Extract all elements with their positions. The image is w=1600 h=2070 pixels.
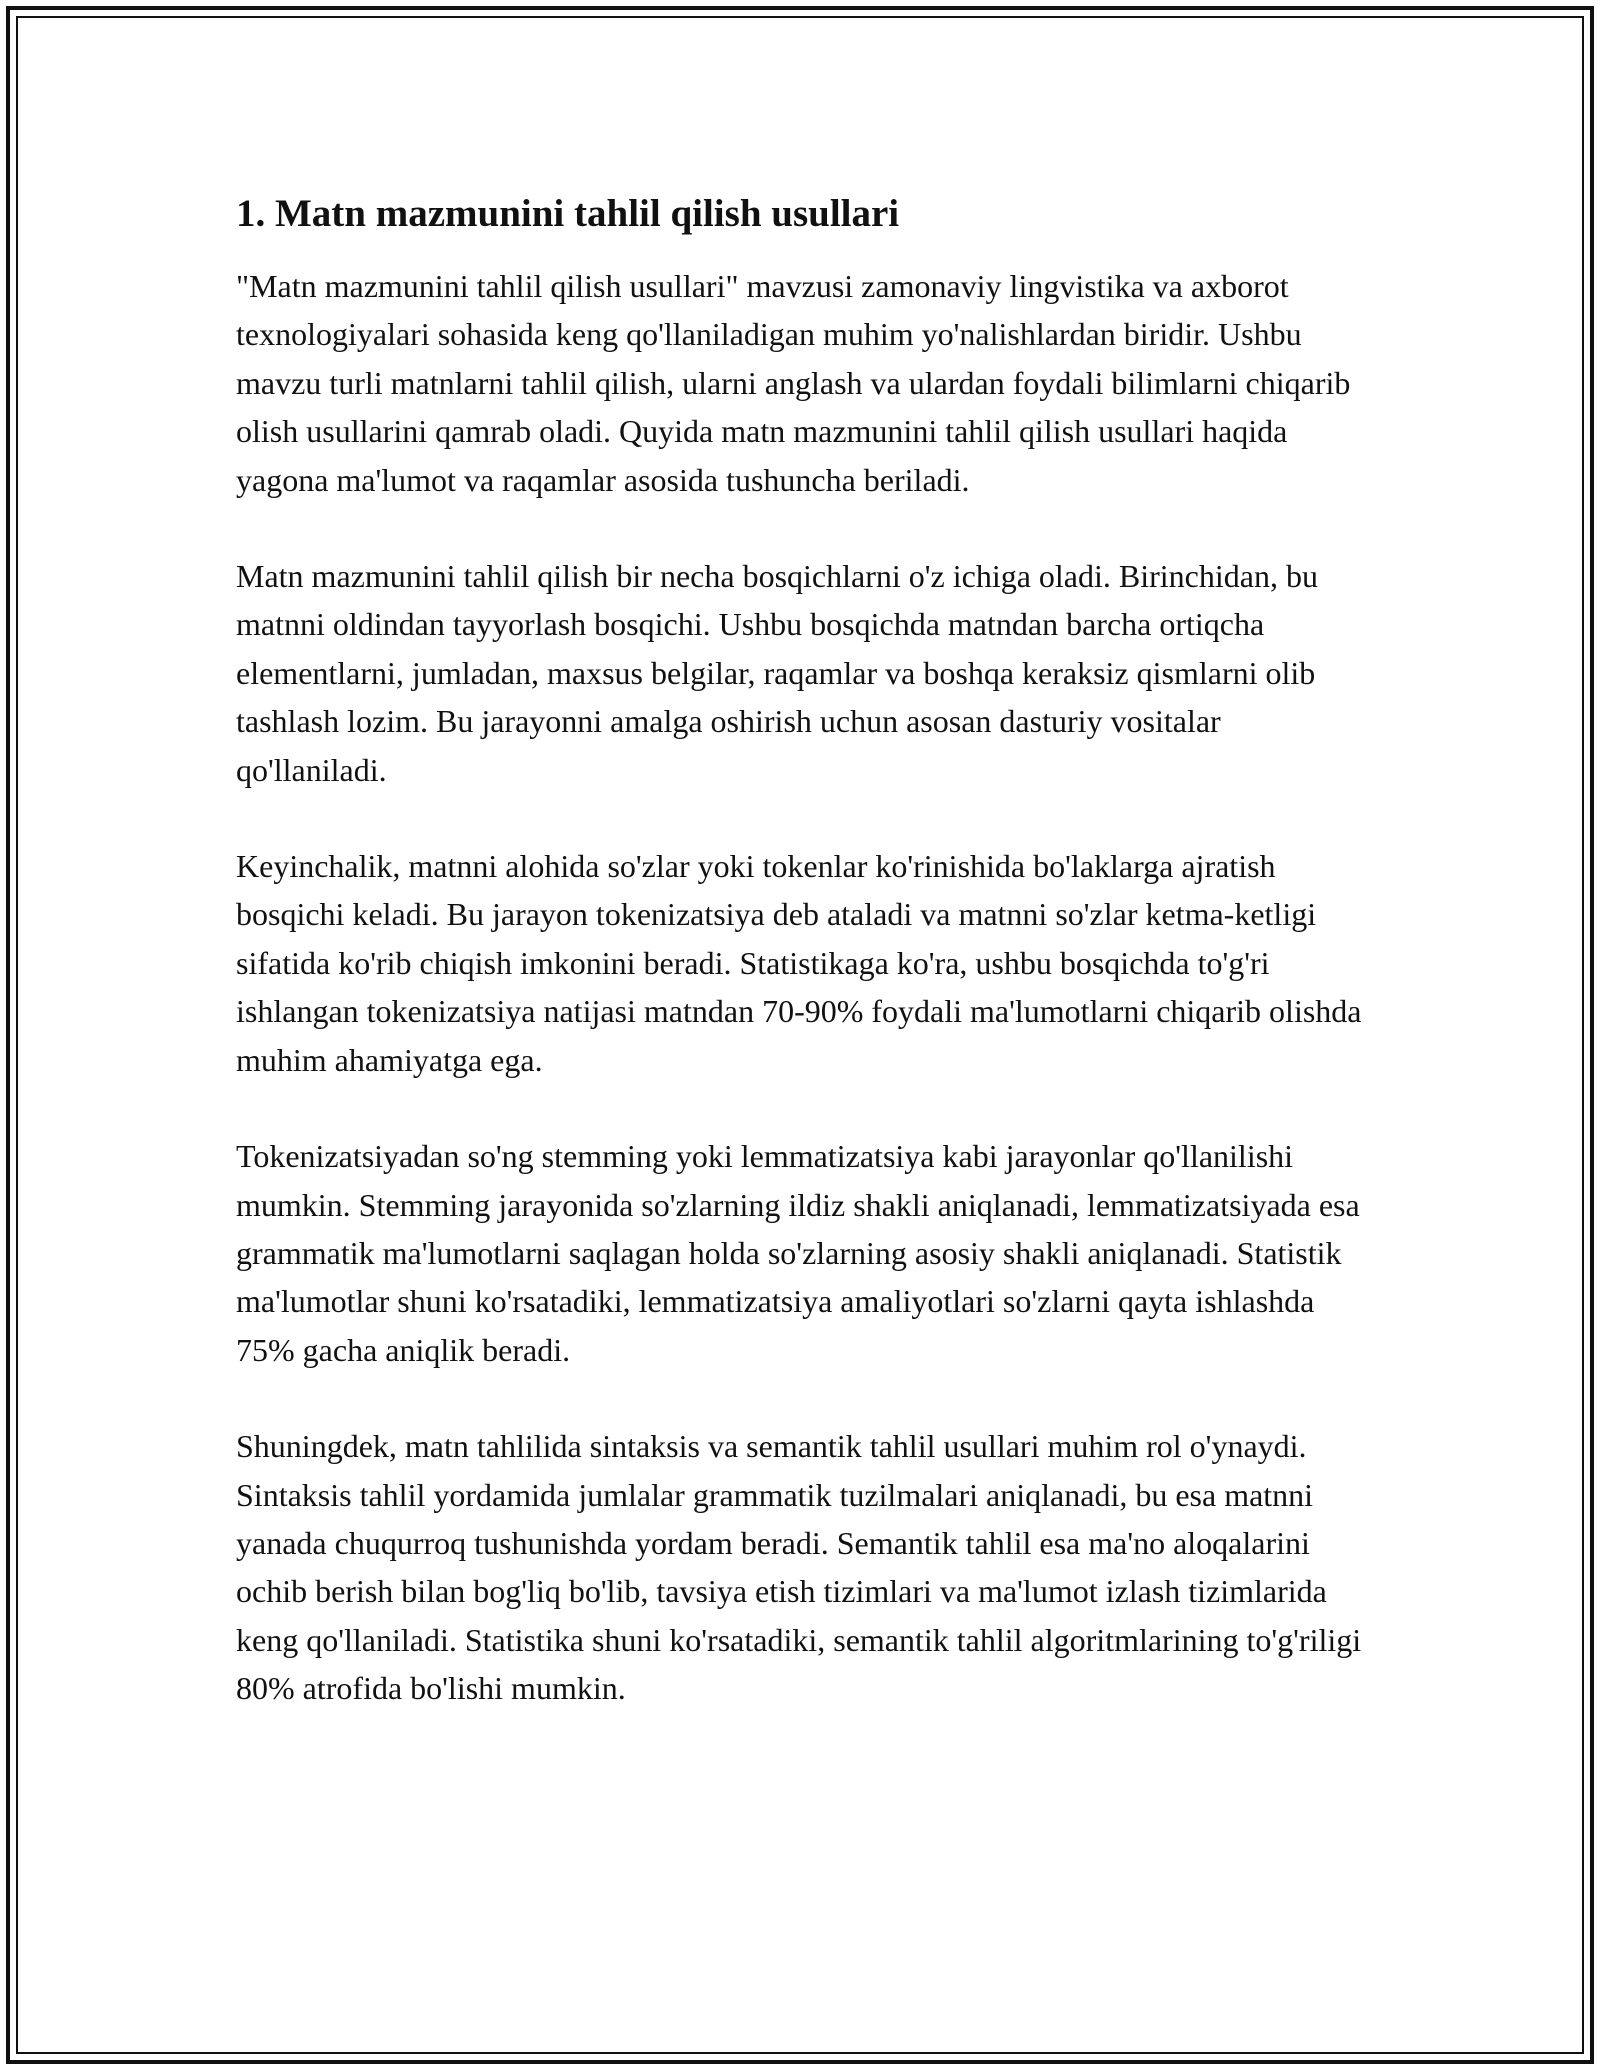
- document-title: 1. Matn mazmunini tahlil qilish usullari: [236, 192, 900, 235]
- document-body: [236, 186, 1376, 1761]
- paragraph-preprocessing: Matn mazmunini tahlil qilish bir necha bosqichlarni o'z ichiga oladi. Birinchidan, bu matnni oldindan tayyorlash bosqichi. Ushbu bosqichda matndan barcha ortiqcha elementlarni, jumladan, maxsus belgilar, raqamlar va boshqa keraksiz qismlarni olib tashlash lozim. Bu jarayonni amalga oshirish uchun asosan dasturiy vositalar qo'llaniladi.: [236, 558, 1318, 788]
- paragraph-stemming-lemmatization: Tokenizatsiyadan so'ng stemming yoki lemmatizatsiya kabi jarayonlar qo'llanilishi mumkin. Stemming jarayonida so'zlarning ildiz shakli aniqlanadi, lemmatizatsiyada esa grammatik ma'lumotlarni saqlagan holda so'zlarning asosiy shakli aniqlanadi. Statistik ma'lumotlar shuni ko'rsatadiki, lemmatizatsiya amaliyotlari so'zlarni qayta ishlashda 75% gacha aniqlik beradi.: [236, 1138, 1360, 1368]
- paragraph-syntax-semantics: Shuningdek, matn tahlilida sintaksis va semantik tahlil usullari muhim rol o'ynaydi. Sintaksis tahlil yordamida jumlalar grammatik tuzilmalari aniqlanadi, bu esa matnni yanada chuqurroq tushunishda yordam beradi. Semantik tahlil esa ma'no aloqalarini ochib berish bilan bog'liq bo'lib, tavsiya etish tizimlari va ma'lumot izlash tizimlarida keng qo'llaniladi. Statistika shuni ko'rsatadiki, semantik tahlil algoritmlarining to'g'riligi 80% atrofida bo'lishi mumkin.: [236, 1428, 1362, 1707]
- paragraph-tokenization: Keyinchalik, matnni alohida so'zlar yoki tokenlar ko'rinishida bo'laklarga ajratish bosqichi keladi. Bu jarayon tokenizatsiya deb ataladi va matnni so'zlar ketma-ketligi sifatida ko'rib chiqish imkonini beradi. Statistikaga ko'ra, ushbu bosqichda to'g'ri ishlangan tokenizatsiya natijasi matndan 70-90% foydali ma'lumotlarni chiqarib olishda muhim ahamiyatga ega.: [236, 848, 1362, 1078]
- paragraph-introduction: "Matn mazmunini tahlil qilish usullari" mavzusi zamonaviy lingvistika va axborot texnologiyalari sohasida keng qo'llaniladigan muhim yo'nalishlardan biridir. Ushbu mavzu turli matnlarni tahlil qilish, ularni anglash va ulardan foydali bilimlarni chiqarib olish usullarini qamrab oladi. Quyida matn mazmunini tahlil qilish usullari haqida yagona ma'lumot va raqamlar asosida tushuncha beriladi.: [236, 268, 1351, 498]
